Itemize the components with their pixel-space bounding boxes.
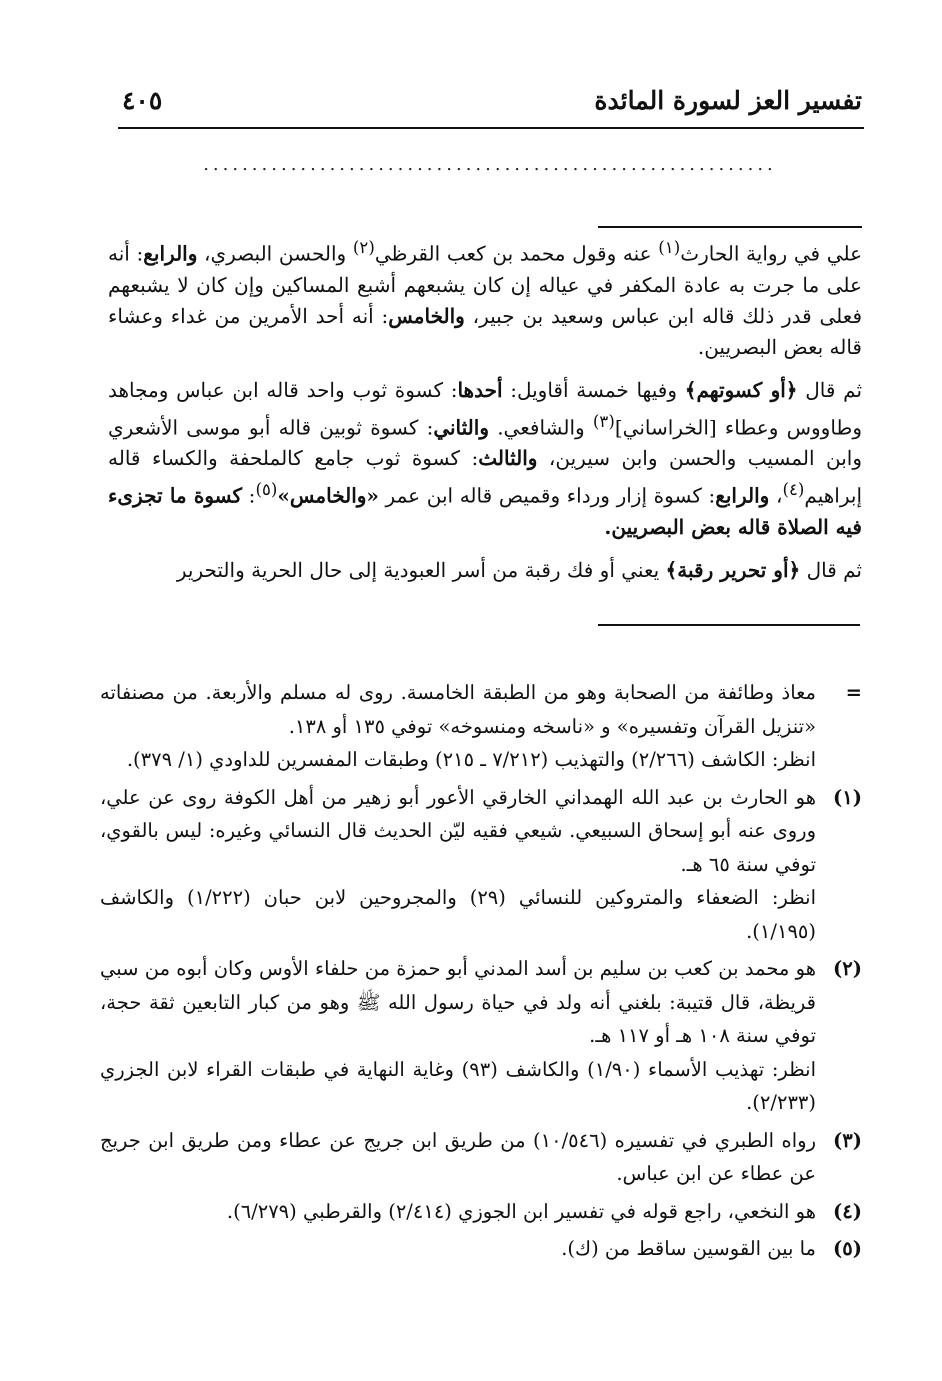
paragraph-1 — [108, 232, 862, 363]
footnote-text: هو الحارث بن عبد الله الهمداني الخارقي الأعور أبو زهير من أهل الكوفة روى عن علي، وروى عنه أبو إسحاق السبيعي. شيعي فقيه ليّن الحديث قال النسائي وغيره: ليس بالقوي، توفي سنة ٦٥ هـ. — [100, 785, 816, 876]
footnote-ref: (٣) — [592, 411, 615, 431]
bold-term: «والخامس» — [277, 483, 379, 508]
footnote-number: (٣) — [833, 1128, 862, 1152]
bold-term: والثاني — [433, 415, 489, 440]
footnote-ref: (٥) — [255, 480, 278, 500]
text-run: : كسوة ثوب جامع كالملحفة والكساء قاله إبراهيم — [108, 446, 862, 508]
header-rule — [118, 127, 864, 129]
text-run: ثم قال — [800, 557, 862, 582]
footnote-text: هو محمد بن كعب بن سليم بن أسد المدني أبو حمزة من حلفاء الأوس وكان أبوه من سبي قريظة، قال قتيبة: بلغني أنه ولد في حياة رسول الله ﷺ وهو من كبار التابعين ثقة حجة، توفي سنة ١٠٨ هـ أو ١١٧ هـ. — [100, 957, 816, 1047]
footnote-source: انظر: الضعفاء والمتروكين للنسائي (٢٩) والمجروحين لابن حبان (١/٢٢٢) والكاشف (١/١٩٥). — [100, 886, 816, 943]
footnote-ref: (١) — [658, 238, 681, 257]
bold-term: والثالث — [478, 446, 538, 471]
bold-term: والرابع — [715, 483, 770, 508]
page-header — [118, 82, 862, 126]
footnote-5 — [100, 1232, 862, 1266]
footnote-text: رواه الطبري في تفسيره (١٠/٥٤٦) من طريق ابن جريج عن عطاء ومن طريق ابن جريج عن عطاء عن ابن عباس. — [100, 1128, 816, 1185]
footnote-number: (٢) — [833, 957, 862, 980]
quran-quote: ﴿أو تحرير رقبة﴾ — [665, 557, 801, 582]
bold-term: أحدها — [457, 377, 503, 402]
footnote-continuation — [100, 676, 862, 777]
text-run: عنه وقول محمد بن كعب القرظي — [374, 241, 659, 266]
text-run: : كسوة ثوب واحد قاله ابن عباس ومجاهد وطاووس وعطاء [الخراساني] — [108, 377, 862, 440]
paragraph-2 — [108, 375, 862, 543]
bold-term: والخامس — [388, 303, 465, 328]
running-title: تفسير العز لسورة المائدة — [594, 86, 862, 115]
bold-term: كسوة ما تجزىء فيه الصلاة قاله بعض البصريين. — [108, 483, 862, 539]
footnotes — [100, 676, 862, 1270]
text-run: : أنه على ما جرت به عادة المكفر في عياله إن كان يشبعهم أشبع المساكين وإن كان لا يشبعهم فعلى قدر ذلك قاله ابن عباس وسعيد بن جبير، — [108, 241, 862, 328]
footnote-text: ما بين القوسين ساقط من (ك). — [561, 1237, 816, 1260]
footnote-4 — [100, 1195, 862, 1229]
footnote-source: انظر: تهذيب الأسماء (١/٩٠) والكاشف (٩٣) وغاية النهاية في طبقات القراء لابن الجزري (٢/٢٣٣). — [100, 1057, 817, 1114]
text-run: : كسوة ثوبين قاله أبو موسى الأشعري وابن المسيب والحسن وابن سيرين، — [108, 415, 863, 471]
text-run: : كسوة إزار ورداء وقميص قاله ابن عمر — [378, 483, 716, 508]
footnote-2 — [100, 952, 862, 1120]
paragraph-3 — [108, 555, 862, 586]
footnote-ref: (٢) — [352, 238, 375, 257]
continuation-marker: = — [845, 681, 862, 704]
footnote-source: انظر: الكاشف (٢/٢٦٦) والتهذيب (٧/٢١٢ ـ ٢١٥) وطبقات المفسرين للداودي (١/ ٣٧٩). — [126, 748, 816, 771]
text-run: ، — [769, 483, 783, 508]
main-text — [108, 232, 862, 598]
text-run: وفيها خمسة أقاويل: — [502, 377, 685, 402]
text-run: يعني أو فك رقبة من أسر العبودية إلى حال الحرية والتحرير — [176, 557, 666, 582]
text-run: علي في رواية الحارث — [680, 241, 862, 266]
footnote-text: هو النخعي، راجع قوله في تفسير ابن الجوزي (٢/٤١٤) والقرطبي (٦/٢٧٩). — [226, 1199, 816, 1223]
text-run: ثم قال — [797, 377, 863, 402]
footnote-number: (١) — [833, 785, 862, 809]
footnote-1 — [100, 781, 862, 949]
text-run: : — [242, 483, 256, 508]
quran-quote: ﴿أو كسوتهم﴾ — [684, 377, 798, 402]
text-run: والحسن البصري، — [197, 241, 353, 266]
footnote-number: (٤) — [833, 1199, 862, 1223]
body-top-rule — [598, 226, 862, 228]
footnote-text: معاذ وطائفة من الصحابة وهو من الطبقة الخامسة. روى له مسلم والأربعة. من مصنفاته «تنزيل القرآن وتفسيره» و «ناسخه ومنسوخه» توفي ١٣٥ أو ١٣٨. — [100, 681, 816, 738]
footnote-number: (٥) — [833, 1237, 862, 1260]
footnote-ref: (٤) — [782, 480, 805, 500]
text-run: : أنه أحد الأمرين من غداء وعشاء قاله بعض البصريين. — [108, 303, 862, 359]
footnote-3 — [100, 1124, 862, 1191]
page-number: ٤٠٥ — [122, 86, 163, 115]
text-run: والشافعي. — [489, 415, 593, 440]
bold-term: والرابع — [143, 241, 198, 266]
dotted-separator: ........................................................... — [203, 154, 777, 175]
footnote-separator — [598, 624, 860, 626]
